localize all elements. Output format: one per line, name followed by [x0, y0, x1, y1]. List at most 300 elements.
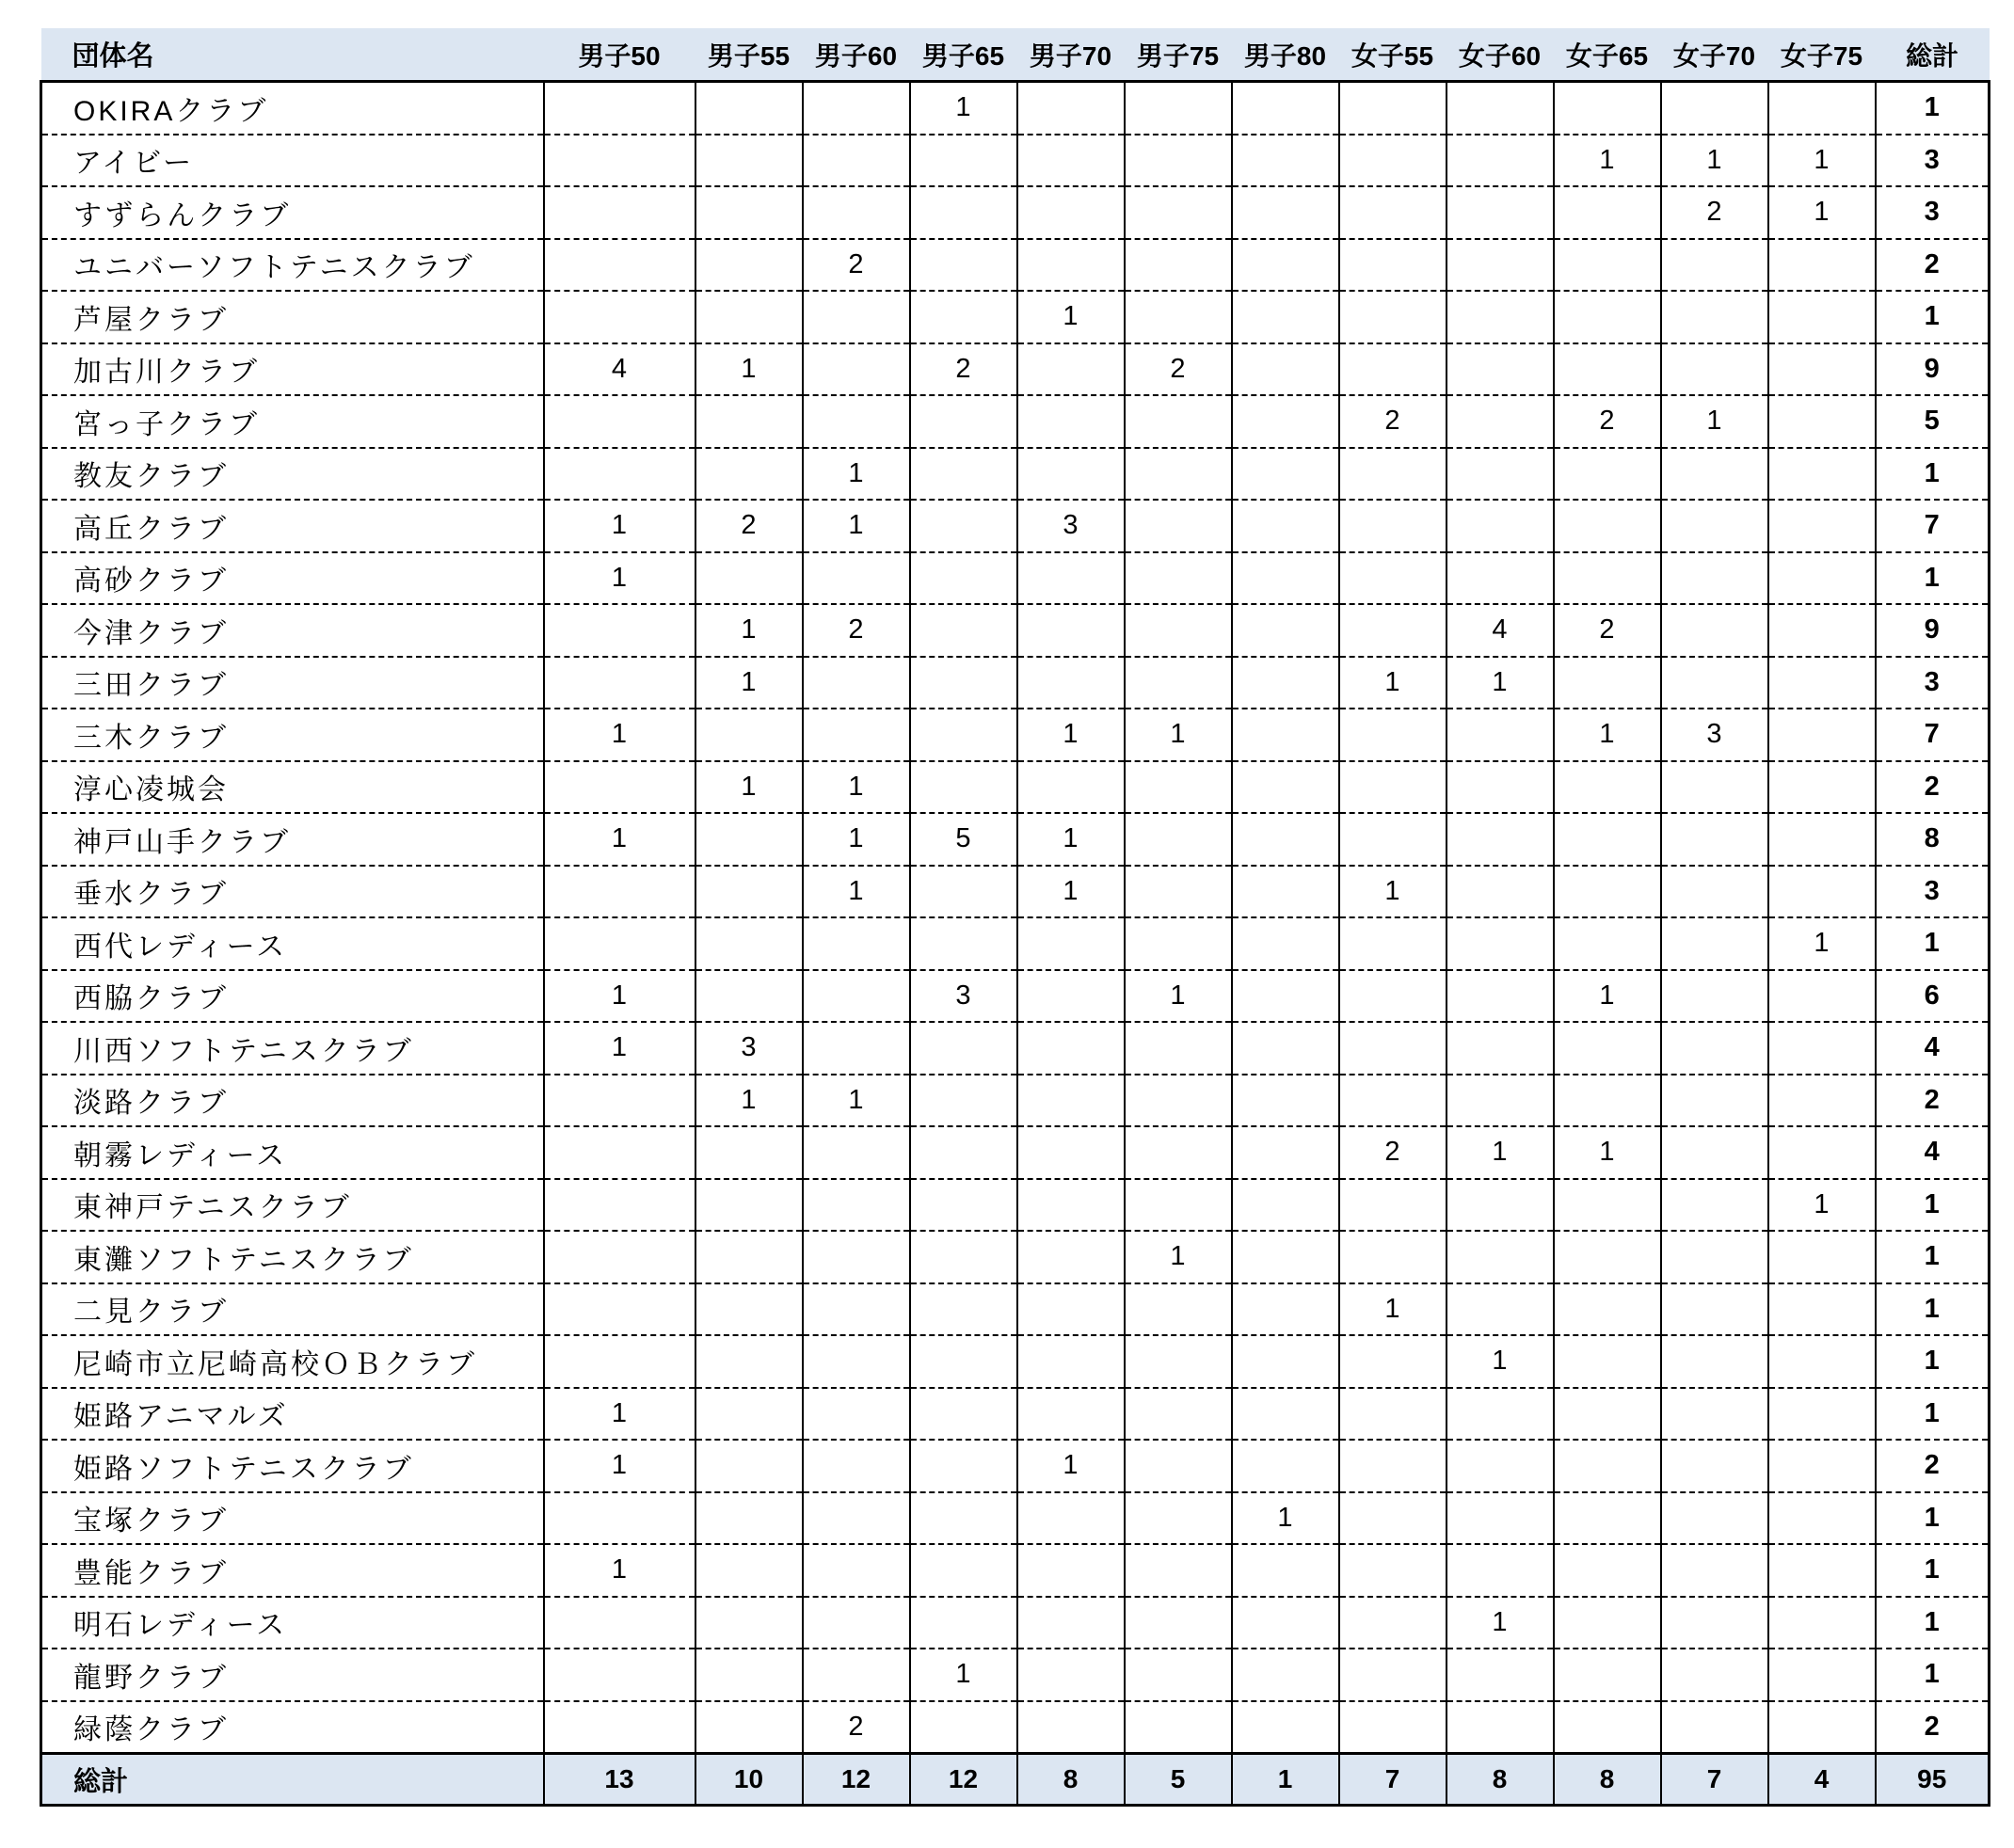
value-cell [1232, 604, 1339, 657]
footer-row [41, 1754, 1990, 1806]
row-label: 神戸山手クラブ [41, 813, 544, 866]
value-cell [1554, 1388, 1661, 1441]
value-cell: 2 [910, 343, 1017, 396]
value-cell [1232, 1597, 1339, 1649]
value-cell: 1 [803, 500, 910, 552]
value-cell [1768, 239, 1876, 292]
value-cell: 1 [544, 1388, 695, 1441]
row-label: 東灘ソフトテニスクラブ [41, 1231, 544, 1283]
value-cell [1125, 448, 1232, 501]
table-row [41, 604, 1990, 657]
table-row [41, 917, 1990, 970]
value-cell [1447, 709, 1554, 761]
value-cell [1768, 500, 1876, 552]
value-cell [1232, 1544, 1339, 1597]
value-cell [1232, 1649, 1339, 1701]
row-label: アイビー [41, 135, 544, 187]
value-cell [1447, 866, 1554, 918]
value-cell [1554, 82, 1661, 135]
value-cell [1554, 1597, 1661, 1649]
footer-total-cell: 1 [1232, 1754, 1339, 1806]
value-cell [910, 1022, 1017, 1075]
value-cell [695, 866, 803, 918]
value-cell [1339, 1388, 1447, 1441]
table-row [41, 1649, 1990, 1701]
value-cell [1017, 82, 1125, 135]
value-cell [910, 604, 1017, 657]
header-cell-0: 男子50 [544, 28, 695, 82]
footer-total-cell: 7 [1339, 1754, 1447, 1806]
row-label: 豊能クラブ [41, 1544, 544, 1597]
value-cell [1554, 917, 1661, 970]
value-cell [1661, 970, 1768, 1023]
value-cell [1232, 866, 1339, 918]
value-cell [1232, 135, 1339, 187]
table-row [41, 657, 1990, 709]
value-cell [1768, 1283, 1876, 1336]
value-cell: 1 [1447, 1597, 1554, 1649]
value-cell [1768, 1388, 1876, 1441]
row-label: 三木クラブ [41, 709, 544, 761]
row-total: 1 [1876, 1492, 1990, 1545]
value-cell [1232, 1126, 1339, 1179]
value-cell [803, 1022, 910, 1075]
value-cell [1232, 917, 1339, 970]
value-cell [1339, 1075, 1447, 1127]
value-cell [803, 395, 910, 448]
value-cell [1232, 1231, 1339, 1283]
value-cell [1768, 1544, 1876, 1597]
value-cell [910, 186, 1017, 239]
value-cell [1017, 395, 1125, 448]
value-cell [1232, 1179, 1339, 1232]
value-cell [1232, 291, 1339, 343]
value-cell [1017, 1597, 1125, 1649]
value-cell [1125, 866, 1232, 918]
value-cell [1339, 186, 1447, 239]
table-row [41, 1126, 1990, 1179]
value-cell [1554, 500, 1661, 552]
value-cell [1554, 1231, 1661, 1283]
row-label: 教友クラブ [41, 448, 544, 501]
value-cell [1017, 657, 1125, 709]
row-total: 2 [1876, 239, 1990, 292]
value-cell [695, 1179, 803, 1232]
value-cell: 3 [1017, 500, 1125, 552]
value-cell: 1 [1017, 813, 1125, 866]
value-cell: 4 [544, 343, 695, 396]
value-cell [1447, 1649, 1554, 1701]
value-cell [695, 395, 803, 448]
value-cell [1339, 1335, 1447, 1388]
value-cell [544, 186, 695, 239]
row-label: OKIRAクラブ [41, 82, 544, 135]
value-cell [1125, 135, 1232, 187]
value-cell [803, 552, 910, 605]
value-cell [1447, 343, 1554, 396]
value-cell [803, 1649, 910, 1701]
header-cell-4: 男子70 [1017, 28, 1125, 82]
value-cell [1017, 1126, 1125, 1179]
value-cell [803, 1388, 910, 1441]
value-cell [695, 82, 803, 135]
value-cell [803, 709, 910, 761]
value-cell [1125, 1597, 1232, 1649]
value-cell [1661, 1179, 1768, 1232]
value-cell [1554, 1701, 1661, 1754]
value-cell [1661, 239, 1768, 292]
value-cell [1447, 1701, 1554, 1754]
value-cell [544, 1649, 695, 1701]
value-cell [910, 1126, 1017, 1179]
value-cell [910, 1388, 1017, 1441]
value-cell [1017, 1075, 1125, 1127]
footer-total-cell: 8 [1554, 1754, 1661, 1806]
header-cell-2: 男子60 [803, 28, 910, 82]
pivot-table [40, 28, 1990, 1807]
value-cell [695, 1492, 803, 1545]
value-cell [544, 657, 695, 709]
value-cell [1125, 657, 1232, 709]
value-cell: 2 [1554, 395, 1661, 448]
value-cell [695, 448, 803, 501]
value-cell: 2 [803, 1701, 910, 1754]
value-cell: 1 [1125, 970, 1232, 1023]
value-cell: 1 [1125, 709, 1232, 761]
value-cell [803, 82, 910, 135]
value-cell: 3 [910, 970, 1017, 1023]
value-cell [1661, 1022, 1768, 1075]
table-row [41, 82, 1990, 135]
value-cell: 1 [544, 552, 695, 605]
value-cell: 1 [1768, 917, 1876, 970]
value-cell [1232, 761, 1339, 814]
row-label: 東神戸テニスクラブ [41, 1179, 544, 1232]
row-label: 淳心凌城会 [41, 761, 544, 814]
value-cell [1554, 552, 1661, 605]
row-label: すずらんクラブ [41, 186, 544, 239]
row-total: 5 [1876, 395, 1990, 448]
value-cell [1661, 552, 1768, 605]
value-cell [695, 970, 803, 1023]
value-cell [1232, 239, 1339, 292]
value-cell [1661, 657, 1768, 709]
value-cell [1554, 761, 1661, 814]
value-cell: 2 [803, 239, 910, 292]
value-cell [910, 1597, 1017, 1649]
value-cell [1232, 657, 1339, 709]
table-row [41, 709, 1990, 761]
value-cell [695, 813, 803, 866]
value-cell: 1 [544, 709, 695, 761]
value-cell [1017, 1492, 1125, 1545]
row-total: 2 [1876, 1701, 1990, 1754]
row-total: 4 [1876, 1022, 1990, 1075]
value-cell [1768, 395, 1876, 448]
value-cell [1554, 291, 1661, 343]
value-cell [695, 1649, 803, 1701]
row-total: 7 [1876, 709, 1990, 761]
table-row [41, 448, 1990, 501]
value-cell [1339, 1701, 1447, 1754]
row-label: 宮っ子クラブ [41, 395, 544, 448]
value-cell [1339, 604, 1447, 657]
value-cell [1125, 1075, 1232, 1127]
value-cell [695, 1335, 803, 1388]
value-cell [1661, 1597, 1768, 1649]
row-label: 緑蔭クラブ [41, 1701, 544, 1754]
value-cell [1232, 552, 1339, 605]
value-cell [1447, 970, 1554, 1023]
row-label: 明石レディース [41, 1597, 544, 1649]
value-cell [1661, 500, 1768, 552]
table-row [41, 1179, 1990, 1232]
value-cell [1125, 1335, 1232, 1388]
value-cell [1554, 866, 1661, 918]
value-cell [544, 82, 695, 135]
value-cell [695, 135, 803, 187]
value-cell [1125, 291, 1232, 343]
value-cell [695, 1544, 803, 1597]
row-label: 姫路アニマルズ [41, 1388, 544, 1441]
value-cell [1232, 813, 1339, 866]
value-cell [1447, 1544, 1554, 1597]
value-cell [695, 1126, 803, 1179]
table-row [41, 1492, 1990, 1545]
value-cell [1125, 395, 1232, 448]
value-cell [910, 239, 1017, 292]
value-cell [910, 1335, 1017, 1388]
value-cell [1447, 448, 1554, 501]
value-cell [1768, 761, 1876, 814]
value-cell [1447, 291, 1554, 343]
value-cell [1768, 1440, 1876, 1492]
row-total: 7 [1876, 500, 1990, 552]
value-cell [1125, 813, 1232, 866]
footer-total-cell: 12 [803, 1754, 910, 1806]
footer-total-cell: 8 [1017, 1754, 1125, 1806]
value-cell [803, 1440, 910, 1492]
value-cell [803, 1335, 910, 1388]
value-cell [803, 1492, 910, 1545]
value-cell: 1 [695, 604, 803, 657]
value-cell [1017, 343, 1125, 396]
table-row [41, 1544, 1990, 1597]
value-cell: 1 [910, 82, 1017, 135]
value-cell: 1 [1447, 1335, 1554, 1388]
value-cell [803, 186, 910, 239]
row-total: 9 [1876, 604, 1990, 657]
row-label: 三田クラブ [41, 657, 544, 709]
header-cell-6: 男子80 [1232, 28, 1339, 82]
value-cell [695, 1388, 803, 1441]
value-cell [1554, 343, 1661, 396]
value-cell [1768, 1335, 1876, 1388]
value-cell [910, 917, 1017, 970]
value-cell [1661, 761, 1768, 814]
value-cell [1017, 186, 1125, 239]
value-cell [544, 239, 695, 292]
row-total: 1 [1876, 552, 1990, 605]
value-cell [910, 1283, 1017, 1336]
value-cell [910, 1179, 1017, 1232]
value-cell [695, 1701, 803, 1754]
table-row [41, 291, 1990, 343]
value-cell [803, 1179, 910, 1232]
value-cell [803, 343, 910, 396]
header-cell-8: 女子60 [1447, 28, 1554, 82]
value-cell [544, 1231, 695, 1283]
value-cell [1661, 1126, 1768, 1179]
value-cell [1017, 552, 1125, 605]
value-cell [1125, 1388, 1232, 1441]
value-cell [1447, 1388, 1554, 1441]
value-cell [695, 552, 803, 605]
value-cell [1339, 1544, 1447, 1597]
value-cell [1232, 709, 1339, 761]
row-total: 1 [1876, 448, 1990, 501]
value-cell [1125, 1179, 1232, 1232]
value-cell: 1 [1768, 1179, 1876, 1232]
row-total: 1 [1876, 1283, 1990, 1336]
value-cell [1661, 291, 1768, 343]
value-cell: 1 [544, 1544, 695, 1597]
header-cell-group-name: 団体名 [41, 28, 544, 82]
value-cell [1447, 1231, 1554, 1283]
value-cell [1232, 1283, 1339, 1336]
value-cell [544, 866, 695, 918]
value-cell: 1 [803, 448, 910, 501]
table-row [41, 1022, 1990, 1075]
value-cell [1768, 709, 1876, 761]
value-cell [1554, 1492, 1661, 1545]
value-cell [1447, 82, 1554, 135]
value-cell [1339, 1022, 1447, 1075]
row-total: 2 [1876, 1440, 1990, 1492]
value-cell [1232, 1335, 1339, 1388]
value-cell [695, 291, 803, 343]
value-cell: 1 [695, 1075, 803, 1127]
header-cell-grand-total: 総計 [1876, 28, 1990, 82]
value-cell [1554, 657, 1661, 709]
row-total: 1 [1876, 1179, 1990, 1232]
value-cell: 1 [1339, 657, 1447, 709]
table-row [41, 395, 1990, 448]
value-cell [910, 1440, 1017, 1492]
value-cell [1768, 1597, 1876, 1649]
value-cell [1017, 917, 1125, 970]
row-total: 9 [1876, 343, 1990, 396]
value-cell: 2 [695, 500, 803, 552]
table-row [41, 1440, 1990, 1492]
value-cell [695, 1440, 803, 1492]
value-cell: 2 [1554, 604, 1661, 657]
value-cell [1232, 970, 1339, 1023]
value-cell [803, 1126, 910, 1179]
value-cell [1232, 82, 1339, 135]
value-cell: 1 [1768, 135, 1876, 187]
value-cell [803, 1231, 910, 1283]
value-cell [1768, 1126, 1876, 1179]
value-cell: 1 [695, 657, 803, 709]
table-row [41, 1701, 1990, 1754]
value-cell [1017, 1231, 1125, 1283]
value-cell [1339, 1440, 1447, 1492]
value-cell [1339, 709, 1447, 761]
value-cell: 1 [803, 761, 910, 814]
value-cell: 1 [1554, 135, 1661, 187]
row-label: 高丘クラブ [41, 500, 544, 552]
header-row [41, 28, 1990, 82]
value-cell [544, 1179, 695, 1232]
value-cell [803, 135, 910, 187]
value-cell [1232, 1388, 1339, 1441]
value-cell [1017, 1701, 1125, 1754]
value-cell [544, 1335, 695, 1388]
table-row [41, 761, 1990, 814]
row-label: 淡路クラブ [41, 1075, 544, 1127]
value-cell [1661, 866, 1768, 918]
value-cell [1125, 761, 1232, 814]
row-label: 西代レディース [41, 917, 544, 970]
header-cell-5: 男子75 [1125, 28, 1232, 82]
value-cell [1447, 813, 1554, 866]
row-total: 1 [1876, 1649, 1990, 1701]
value-cell: 1 [1017, 866, 1125, 918]
value-cell: 1 [1768, 186, 1876, 239]
value-cell [544, 135, 695, 187]
table-row [41, 500, 1990, 552]
value-cell [910, 1075, 1017, 1127]
header-cell-7: 女子55 [1339, 28, 1447, 82]
value-cell: 1 [1125, 1231, 1232, 1283]
footer-total-cell: 5 [1125, 1754, 1232, 1806]
value-cell [1768, 657, 1876, 709]
row-total: 1 [1876, 1544, 1990, 1597]
value-cell [1447, 1179, 1554, 1232]
value-cell [1339, 1597, 1447, 1649]
value-cell [1125, 186, 1232, 239]
value-cell [544, 395, 695, 448]
value-cell [910, 709, 1017, 761]
header-cell-3: 男子65 [910, 28, 1017, 82]
value-cell [1232, 448, 1339, 501]
row-total: 2 [1876, 761, 1990, 814]
value-cell [1232, 1075, 1339, 1127]
value-cell [1017, 448, 1125, 501]
value-cell [910, 1544, 1017, 1597]
value-cell: 1 [1447, 1126, 1554, 1179]
value-cell [1232, 1022, 1339, 1075]
value-cell [1768, 1492, 1876, 1545]
value-cell [910, 500, 1017, 552]
value-cell [1554, 813, 1661, 866]
value-cell [1661, 1701, 1768, 1754]
value-cell [1554, 1649, 1661, 1701]
value-cell [695, 1283, 803, 1336]
table-row [41, 1075, 1990, 1127]
value-cell [1232, 1440, 1339, 1492]
row-label: 高砂クラブ [41, 552, 544, 605]
value-cell [1125, 1492, 1232, 1545]
value-cell [1661, 917, 1768, 970]
value-cell: 1 [695, 343, 803, 396]
value-cell [544, 917, 695, 970]
value-cell [1447, 1440, 1554, 1492]
value-cell [1768, 970, 1876, 1023]
value-cell: 1 [544, 813, 695, 866]
value-cell [1554, 1022, 1661, 1075]
